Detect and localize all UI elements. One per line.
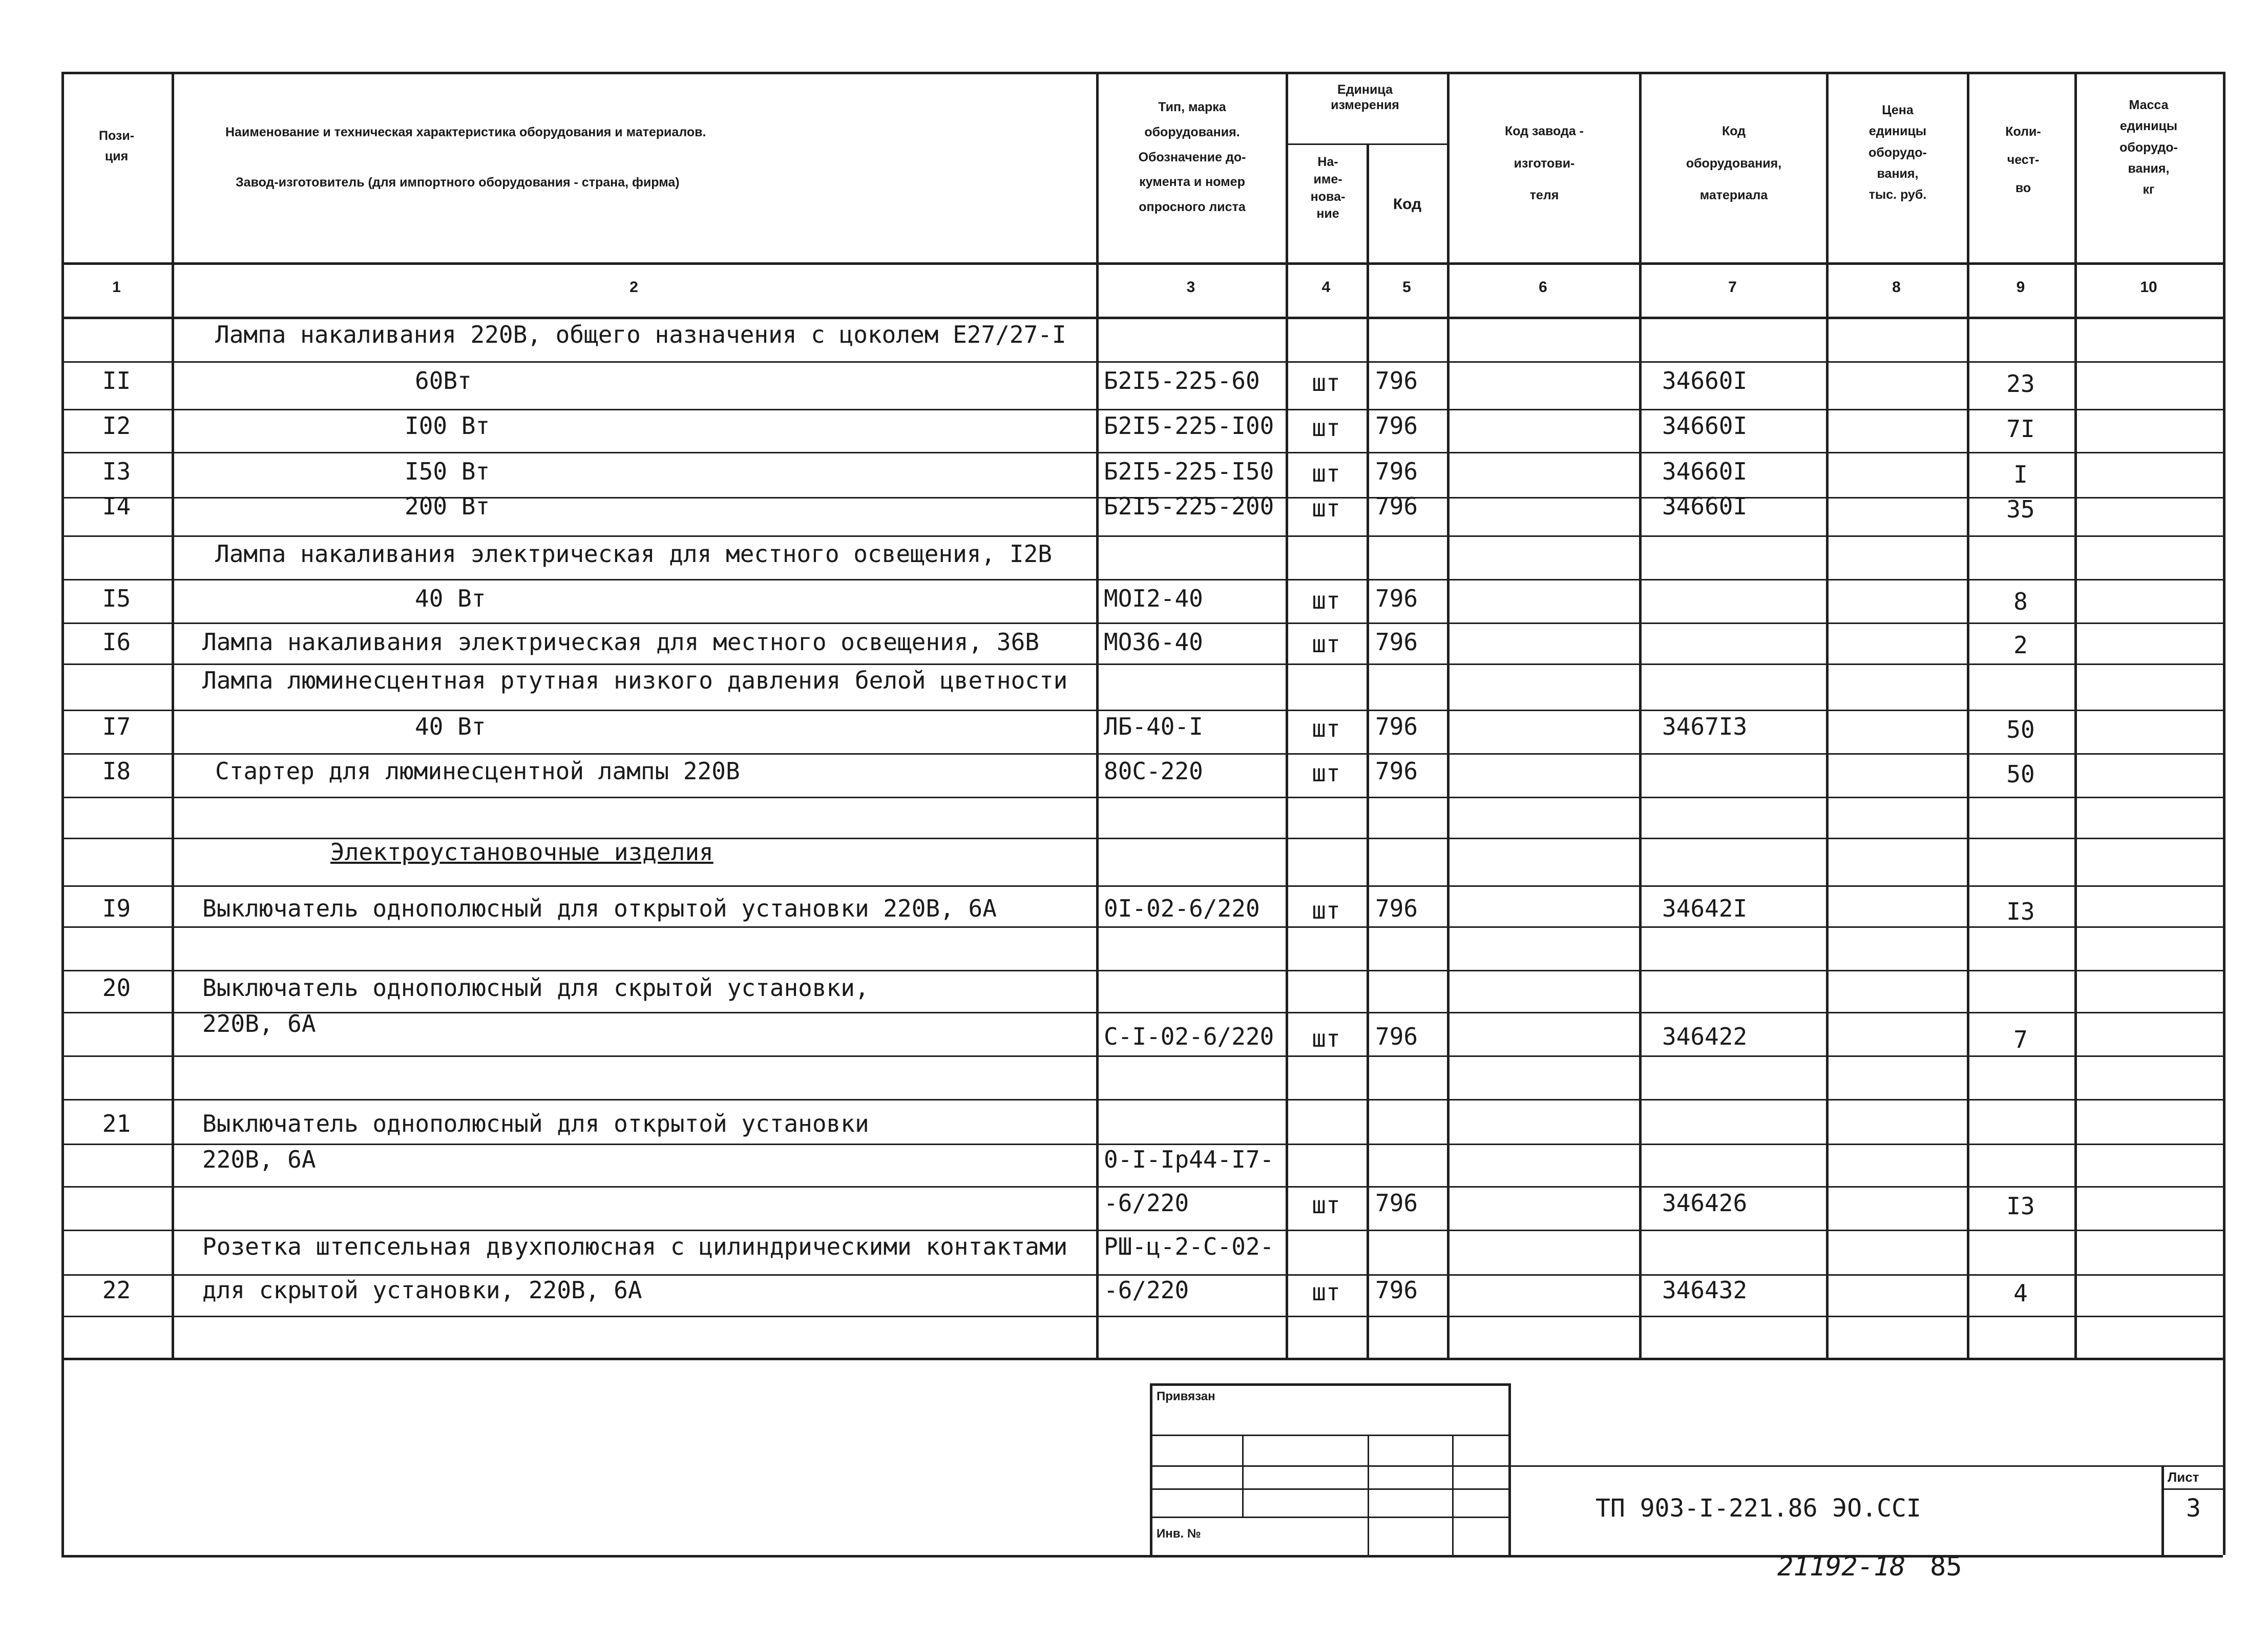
grid-line-vertical bbox=[1096, 72, 1099, 1358]
grid-line-horizontal bbox=[61, 1316, 2223, 1317]
stamp-sheet-label: Лист bbox=[2168, 1469, 2199, 1485]
grid-line-vertical bbox=[1150, 1383, 1152, 1555]
column-number: 9 bbox=[2016, 279, 2025, 296]
row-unit-code: 796 bbox=[1375, 1023, 1418, 1050]
row-name: Лампа накаливания электрическая для местного освещения, 36В bbox=[202, 628, 1039, 656]
grid-line-horizontal bbox=[61, 1055, 2223, 1057]
row-material-code: 346432 bbox=[1662, 1276, 1748, 1304]
row-name: Лампа накаливания электрическая для местного освещения, I2В bbox=[215, 540, 1052, 568]
row-material-code: 346422 bbox=[1662, 1023, 1748, 1050]
row-unit-code: 796 bbox=[1375, 492, 1418, 520]
column-number: 6 bbox=[1539, 279, 1547, 296]
header-col-name-line2: Завод-изготовитель (для импортного оборудования - страна, фирма) bbox=[236, 175, 680, 190]
grid-line-vertical bbox=[1286, 72, 1288, 1358]
row-name: Розетка штепсельная двухполюсная с цилиндрическими контактами bbox=[202, 1233, 1068, 1260]
header-col-unit: Единица измерения bbox=[1331, 82, 1399, 112]
header-col-type: Тип, марка оборудования. Обозначение до- кумента и номер опросного листа bbox=[1138, 100, 1246, 214]
footer-archive-number: 21192-18 bbox=[1777, 1551, 1906, 1582]
row-unit: шт bbox=[1312, 494, 1340, 522]
row-unit-code: 796 bbox=[1375, 757, 1418, 785]
grid-line-horizontal bbox=[1150, 1435, 1508, 1436]
row-unit-code: 796 bbox=[1375, 895, 1418, 922]
stamp-sheet-number: 3 bbox=[2186, 1494, 2201, 1523]
row-material-code: 34660I bbox=[1662, 458, 1748, 485]
grid-line-horizontal bbox=[61, 317, 2223, 319]
row-type: Б2I5-225-I00 bbox=[1104, 412, 1274, 440]
row-type: -6/220 bbox=[1104, 1276, 1189, 1304]
row-unit-code: 796 bbox=[1375, 628, 1418, 656]
row-unit: шт bbox=[1312, 1278, 1340, 1306]
row-position: I5 bbox=[102, 585, 131, 612]
row-type: 80С-220 bbox=[1104, 757, 1203, 785]
row-name: I50 Вт bbox=[405, 458, 490, 485]
grid-line-vertical bbox=[2161, 1465, 2164, 1555]
row-position: II bbox=[102, 367, 131, 395]
row-position: 20 bbox=[102, 974, 131, 1002]
row-unit-code: 796 bbox=[1375, 367, 1418, 395]
row-name: 40 Вт bbox=[415, 713, 486, 740]
row-unit: шт bbox=[1312, 897, 1340, 924]
row-quantity: 23 bbox=[2006, 370, 2035, 398]
grid-line-horizontal bbox=[61, 72, 2223, 74]
row-unit-code: 796 bbox=[1375, 1276, 1418, 1304]
column-number: 10 bbox=[2140, 279, 2157, 296]
row-name: 200 Вт bbox=[405, 492, 490, 520]
row-quantity: 50 bbox=[2006, 716, 2035, 743]
header-col-name-line1: Наименование и техническая характеристика оборудования и материалов. bbox=[225, 125, 706, 139]
row-name: Выключатель однополюсный для скрытой установки, bbox=[202, 974, 869, 1002]
row-position: 21 bbox=[102, 1110, 131, 1137]
grid-line-horizontal bbox=[61, 1358, 2223, 1360]
grid-line-vertical bbox=[1508, 1383, 1511, 1555]
row-quantity: I3 bbox=[2006, 898, 2035, 925]
row-type: ЛБ-40-I bbox=[1104, 713, 1203, 740]
grid-line-horizontal bbox=[61, 262, 2223, 265]
row-material-code: 34660I bbox=[1662, 412, 1748, 440]
row-name: 220В, 6А bbox=[202, 1010, 316, 1037]
row-name: Выключатель однополюсный для открытой установки bbox=[202, 1110, 869, 1137]
grid-line-horizontal bbox=[1150, 1517, 1508, 1518]
stamp-inv-no: Инв. № bbox=[1157, 1527, 1201, 1541]
grid-line-horizontal bbox=[61, 579, 2223, 580]
grid-line-vertical bbox=[1639, 72, 1642, 1358]
column-number: 2 bbox=[629, 279, 638, 296]
grid-line-horizontal bbox=[61, 1274, 2223, 1276]
row-quantity: 8 bbox=[2013, 588, 2028, 615]
row-name: 60Вт bbox=[415, 367, 472, 395]
header-col-quantity: Коли- чест- во bbox=[2005, 124, 2041, 195]
grid-line-horizontal bbox=[61, 409, 2223, 410]
grid-line-horizontal bbox=[61, 1144, 2223, 1145]
header-col-price: Цена единицы оборудо- вания, тыс. руб. bbox=[1868, 103, 1927, 202]
row-position: I8 bbox=[102, 757, 131, 785]
row-unit: шт bbox=[1312, 460, 1340, 487]
row-unit: шт bbox=[1312, 759, 1340, 787]
row-quantity: 2 bbox=[2013, 631, 2028, 659]
grid-line-horizontal bbox=[61, 1099, 2223, 1101]
row-name: I00 Вт bbox=[405, 412, 490, 440]
column-number: 3 bbox=[1186, 279, 1195, 296]
grid-line-vertical bbox=[1826, 72, 1829, 1358]
row-position: I3 bbox=[102, 458, 131, 485]
row-unit: шт bbox=[1312, 715, 1340, 742]
grid-line-vertical bbox=[1367, 143, 1369, 1358]
row-quantity: I bbox=[2013, 461, 2028, 488]
grid-line-horizontal bbox=[61, 885, 2223, 887]
row-type: 0-I-Ip44-I7- bbox=[1104, 1146, 1274, 1173]
row-type: МО36-40 bbox=[1104, 628, 1203, 656]
row-quantity: 7I bbox=[2006, 415, 2035, 443]
grid-line-horizontal bbox=[61, 1230, 2223, 1231]
grid-line-horizontal bbox=[61, 663, 2223, 665]
header-col-mass: Масса единицы оборудо- вания, кг bbox=[2119, 98, 2178, 197]
grid-line-vertical bbox=[1242, 1435, 1244, 1517]
column-number: 1 bbox=[112, 279, 121, 296]
grid-line-vertical bbox=[1368, 1435, 1369, 1555]
row-position: I7 bbox=[102, 713, 131, 740]
row-type: Б2I5-225-200 bbox=[1104, 492, 1274, 520]
row-type: МОI2-40 bbox=[1104, 585, 1203, 612]
column-number: 5 bbox=[1402, 279, 1411, 296]
grid-line-horizontal bbox=[61, 1186, 2223, 1188]
grid-line-horizontal bbox=[1150, 1465, 1508, 1467]
row-quantity: 35 bbox=[2006, 495, 2035, 523]
row-type: -6/220 bbox=[1104, 1189, 1189, 1217]
footer-page-number: 85 bbox=[1930, 1551, 1962, 1582]
header-col-unit-name: На- име- нова- ние bbox=[1310, 155, 1346, 221]
row-unit: шт bbox=[1312, 630, 1340, 658]
stamp-privyazan: Привязан bbox=[1157, 1389, 1215, 1403]
grid-line-horizontal bbox=[1508, 1465, 2223, 1467]
row-position: I2 bbox=[102, 412, 131, 440]
row-material-code: 34660I bbox=[1662, 492, 1748, 520]
row-name: Стартер для люминесцентной лампы 220В bbox=[215, 757, 740, 785]
row-material-code: 3467I3 bbox=[1662, 713, 1748, 740]
row-unit: шт bbox=[1312, 369, 1340, 397]
header-col-position: Пози- ция bbox=[98, 129, 135, 163]
grid-line-horizontal bbox=[61, 797, 2223, 798]
row-material-code: 34642I bbox=[1662, 895, 1748, 922]
row-material-code: 34660I bbox=[1662, 367, 1748, 395]
grid-line-horizontal bbox=[61, 535, 2223, 537]
row-unit-code: 796 bbox=[1375, 458, 1418, 485]
row-unit: шт bbox=[1312, 1191, 1340, 1219]
row-quantity: 7 bbox=[2013, 1026, 2028, 1053]
grid-line-horizontal bbox=[61, 622, 2223, 624]
row-position: I6 bbox=[102, 628, 131, 656]
grid-line-horizontal bbox=[61, 452, 2223, 453]
grid-line-horizontal bbox=[61, 710, 2223, 711]
row-quantity: 50 bbox=[2006, 760, 2035, 788]
row-unit-code: 796 bbox=[1375, 585, 1418, 612]
row-type: Б2I5-225-60 bbox=[1104, 367, 1260, 395]
row-name: Лампа накаливания 220В, общего назначения с цоколем Е27/27-I bbox=[215, 321, 1066, 348]
header-col-factory-code: Код завода - изготови- теля bbox=[1504, 124, 1584, 202]
row-type: 0I-02-6/220 bbox=[1104, 895, 1260, 922]
grid-line-horizontal bbox=[61, 970, 2223, 971]
grid-line-horizontal bbox=[61, 361, 2223, 363]
grid-line-vertical bbox=[1452, 1435, 1454, 1555]
row-position: I9 bbox=[102, 895, 131, 922]
grid-line-horizontal bbox=[61, 926, 2223, 928]
row-name: Лампа люминесцентная ртутная низкого давления белой цветности bbox=[202, 667, 1068, 694]
row-unit-code: 796 bbox=[1375, 412, 1418, 440]
grid-line-horizontal bbox=[1150, 1383, 1508, 1386]
row-type: РШ-ц-2-С-02- bbox=[1104, 1233, 1274, 1260]
column-number: 7 bbox=[1728, 279, 1737, 296]
row-position: I4 bbox=[102, 492, 131, 520]
row-name: 40 Вт bbox=[415, 585, 486, 612]
row-name: 220В, 6А bbox=[202, 1146, 316, 1173]
row-unit: шт bbox=[1312, 1025, 1340, 1052]
row-type: Б2I5-225-I50 bbox=[1104, 458, 1274, 485]
grid-line-horizontal bbox=[61, 1012, 2223, 1013]
grid-line-vertical bbox=[1967, 72, 1969, 1358]
grid-line-vertical bbox=[2074, 72, 2077, 1358]
row-material-code: 346426 bbox=[1662, 1189, 1748, 1217]
row-position: 22 bbox=[102, 1276, 131, 1304]
row-name: для скрытой установки, 220В, 6А bbox=[202, 1276, 642, 1304]
row-quantity: 4 bbox=[2013, 1279, 2028, 1307]
row-unit-code: 796 bbox=[1375, 713, 1418, 740]
row-name: Выключатель однополюсный для открытой установки 220В, 6А bbox=[202, 895, 997, 922]
grid-line-vertical bbox=[172, 72, 174, 1358]
row-name: Электроустановочные изделия bbox=[330, 838, 713, 866]
grid-line-horizontal bbox=[61, 753, 2223, 755]
row-unit: шт bbox=[1312, 414, 1340, 442]
column-number: 8 bbox=[1892, 279, 1901, 296]
stamp-document-code: ТП 903-I-221.86 ЭО.ССI bbox=[1595, 1494, 1921, 1523]
grid-line-horizontal bbox=[1150, 1488, 1508, 1490]
header-col-unit-code: Код bbox=[1393, 196, 1422, 213]
row-unit-code: 796 bbox=[1375, 1189, 1418, 1217]
row-type: С-I-02-6/220 bbox=[1104, 1023, 1274, 1050]
grid-line-vertical bbox=[1447, 72, 1450, 1358]
row-quantity: I3 bbox=[2006, 1192, 2035, 1220]
grid-line-vertical bbox=[2223, 72, 2225, 1555]
grid-line-horizontal bbox=[2161, 1488, 2223, 1490]
column-number: 4 bbox=[1321, 279, 1331, 296]
row-unit: шт bbox=[1312, 587, 1340, 614]
header-col-material-code: Код оборудования, материала bbox=[1686, 124, 1782, 202]
